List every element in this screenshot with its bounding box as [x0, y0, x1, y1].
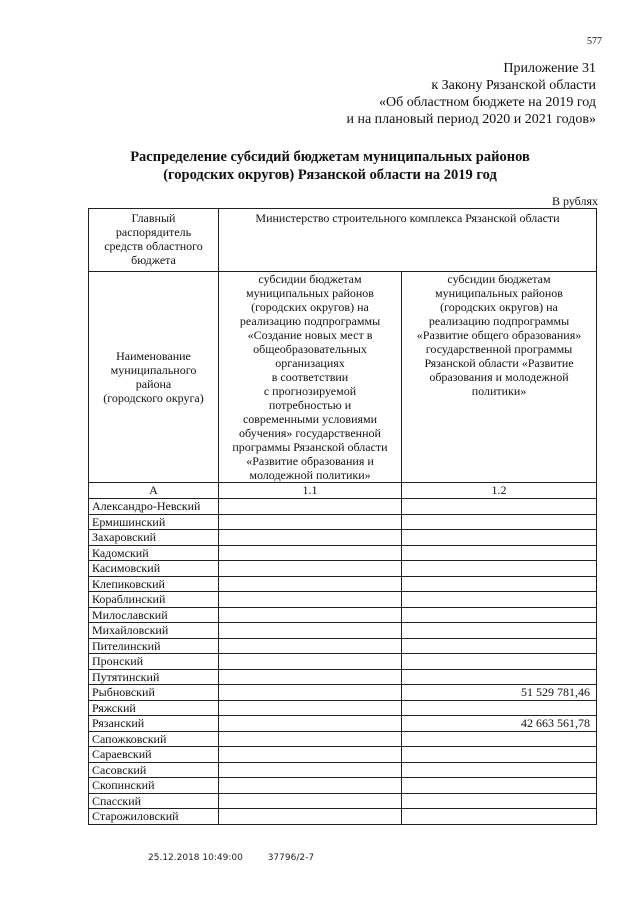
ministry-cell: Министерство строительного комплекса Рязанской области	[219, 209, 597, 272]
footer-doc-code: 37796/2-7	[267, 853, 315, 863]
district-cell: Ряжский	[89, 700, 219, 716]
district-cell: Спасский	[89, 793, 219, 809]
table-row	[89, 545, 597, 561]
col2-desc-line: (городских округов) на	[440, 300, 558, 314]
appendix-line: и на плановый период 2020 и 2021 годов»	[346, 112, 596, 127]
table-row	[89, 762, 597, 778]
col1-desc-line: молодежной политики»	[249, 468, 371, 482]
col1-desc-line: потребностью и	[268, 398, 352, 412]
amount-cell-1-1	[219, 747, 402, 763]
district-cell: Путятинский	[89, 669, 219, 685]
table-row	[89, 514, 597, 530]
district-cell: Старожиловский	[89, 809, 219, 825]
table-row	[89, 530, 597, 546]
table-row	[89, 793, 597, 809]
amount-cell-1-1	[219, 809, 402, 825]
table-row	[89, 669, 597, 685]
header-row-distributor	[89, 209, 597, 272]
col1-desc-line: обучения» государственной	[239, 426, 381, 440]
district-name-header	[89, 272, 219, 483]
table-row	[89, 561, 597, 577]
amount-cell-1-1	[219, 731, 402, 747]
table-row	[89, 499, 597, 515]
amount-cell-1-2	[402, 514, 597, 530]
district-cell: Клепиковский	[89, 576, 219, 592]
amount-cell-1-2	[402, 623, 597, 639]
amount-cell-1-2	[402, 592, 597, 608]
subsidy-table	[88, 208, 597, 825]
header-row-names	[89, 272, 597, 483]
district-cell: Кораблинский	[89, 592, 219, 608]
amount-cell-1-1	[219, 700, 402, 716]
title-line: (городских округов) Рязанской области на 2019 год	[163, 167, 497, 183]
col1-desc-line: современными условиями	[242, 412, 378, 426]
col2-desc-line: Рязанской области «Развитие	[424, 356, 574, 370]
amount-cell-1-1	[219, 530, 402, 546]
col2-desc-line: субсидии бюджетам	[447, 272, 551, 286]
district-cell: Рязанский	[89, 716, 219, 732]
col2-desc-line: муниципальных районов	[435, 286, 563, 300]
name-label-line: (городского округа)	[103, 391, 204, 405]
amount-cell-1-2	[402, 669, 597, 685]
name-label-line: района	[135, 377, 172, 391]
amount-cell-1-1	[219, 685, 402, 701]
appendix-line: «Об областном бюджете на 2019 год	[379, 95, 596, 110]
amount-cell-1-1	[219, 545, 402, 561]
document-title	[60, 148, 600, 184]
amount-cell-1-1	[219, 638, 402, 654]
amount-cell-1-2	[402, 561, 597, 577]
col2-desc-line: политики»	[471, 384, 527, 398]
district-cell: Сараевский	[89, 747, 219, 763]
district-cell: Захаровский	[89, 530, 219, 546]
code-cell-a: А	[89, 483, 219, 499]
col2-desc-line: образования и молодежной	[429, 370, 569, 384]
document-footer	[148, 853, 448, 863]
district-cell: Пронский	[89, 654, 219, 670]
district-cell: Скопинский	[89, 778, 219, 794]
table-row	[89, 778, 597, 794]
col1-desc-line: субсидии бюджетам	[258, 272, 362, 286]
district-cell: Пителинский	[89, 638, 219, 654]
table-row	[89, 654, 597, 670]
amount-cell-1-2	[402, 530, 597, 546]
amount-cell-1-1	[219, 592, 402, 608]
table-row	[89, 685, 597, 701]
column-1-header	[219, 272, 402, 483]
code-cell-1-1: 1.1	[219, 483, 402, 499]
appendix-header	[276, 60, 596, 128]
amount-cell-1-2	[402, 778, 597, 794]
amount-cell-1-2	[402, 499, 597, 515]
col1-desc-line: организациях	[275, 356, 345, 370]
col1-desc-line: «Создание новых мест в	[247, 328, 373, 342]
amount-cell-1-2: 42 663 561,78	[402, 716, 597, 732]
district-cell: Ермишинский	[89, 514, 219, 530]
amount-cell-1-2	[402, 607, 597, 623]
amount-cell-1-1	[219, 762, 402, 778]
table-row	[89, 592, 597, 608]
col1-desc-line: «Развитие образования и	[246, 454, 374, 468]
amount-cell-1-2	[402, 793, 597, 809]
amount-cell-1-2	[402, 809, 597, 825]
amount-cell-1-2	[402, 545, 597, 561]
distributor-label-line: распорядитель	[115, 225, 192, 239]
amount-cell-1-1	[219, 514, 402, 530]
col1-desc-line: реализацию подпрограммы	[239, 314, 381, 328]
appendix-line: Приложение 31	[503, 61, 596, 76]
amount-cell-1-1	[219, 669, 402, 685]
amount-cell-1-2	[402, 747, 597, 763]
units-label: В рублях	[551, 194, 598, 208]
amount-cell-1-2: 51 529 781,46	[402, 685, 597, 701]
amount-cell-1-1	[219, 576, 402, 592]
amount-cell-1-1	[219, 654, 402, 670]
col2-desc-line: реализацию подпрограммы	[428, 314, 570, 328]
code-cell-1-2: 1.2	[402, 483, 597, 499]
amount-cell-1-2	[402, 638, 597, 654]
district-cell: Милославский	[89, 607, 219, 623]
table-row	[89, 716, 597, 732]
col2-desc-line: государственной программы	[425, 342, 573, 356]
col1-desc-line: в соответствии	[271, 370, 349, 384]
appendix-line: к Закону Рязанской области	[431, 78, 596, 93]
district-cell: Рыбновский	[89, 685, 219, 701]
table-row	[89, 747, 597, 763]
title-line: Распределение субсидий бюджетам муниципальных районов	[130, 149, 530, 165]
col1-desc-line: программы Рязанской области	[232, 440, 388, 454]
amount-cell-1-1	[219, 561, 402, 577]
amount-cell-1-2	[402, 700, 597, 716]
amount-cell-1-2	[402, 762, 597, 778]
name-label-line: муниципального	[110, 363, 197, 377]
amount-cell-1-1	[219, 607, 402, 623]
col1-desc-line: муниципальных районов	[246, 286, 374, 300]
district-cell: Сапожковский	[89, 731, 219, 747]
amount-cell-1-1	[219, 778, 402, 794]
district-cell: Касимовский	[89, 561, 219, 577]
amount-cell-1-2	[402, 576, 597, 592]
col1-desc-line: общеобразовательных	[253, 342, 367, 356]
table-row	[89, 638, 597, 654]
table-row	[89, 607, 597, 623]
col1-desc-line: (городских округов) на	[251, 300, 369, 314]
page-number: 577	[587, 36, 602, 47]
table-row	[89, 623, 597, 639]
amount-cell-1-1	[219, 499, 402, 515]
district-cell: Александро-Невский	[89, 499, 219, 515]
distributor-label-line: средств областного	[104, 239, 203, 253]
column-2-header	[402, 272, 597, 483]
header-row-codes	[89, 483, 597, 499]
district-cell: Сасовский	[89, 762, 219, 778]
distributor-label-line: бюджета	[131, 253, 176, 267]
col2-desc-line: «Развитие общего образования»	[416, 328, 582, 342]
amount-cell-1-1	[219, 623, 402, 639]
col1-desc-line: с прогнозируемой	[263, 384, 357, 398]
footer-timestamp: 25.12.2018 10:49:00	[148, 853, 243, 863]
amount-cell-1-2	[402, 731, 597, 747]
district-cell: Михайловский	[89, 623, 219, 639]
amount-cell-1-1	[219, 793, 402, 809]
table-row	[89, 700, 597, 716]
amount-cell-1-2	[402, 654, 597, 670]
amount-cell-1-1	[219, 716, 402, 732]
table-row	[89, 731, 597, 747]
table-row	[89, 576, 597, 592]
distributor-label-cell	[89, 209, 219, 272]
district-cell: Кадомский	[89, 545, 219, 561]
name-label-line: Наименование	[116, 349, 191, 363]
distributor-label-line: Главный	[131, 211, 176, 225]
table-row	[89, 809, 597, 825]
